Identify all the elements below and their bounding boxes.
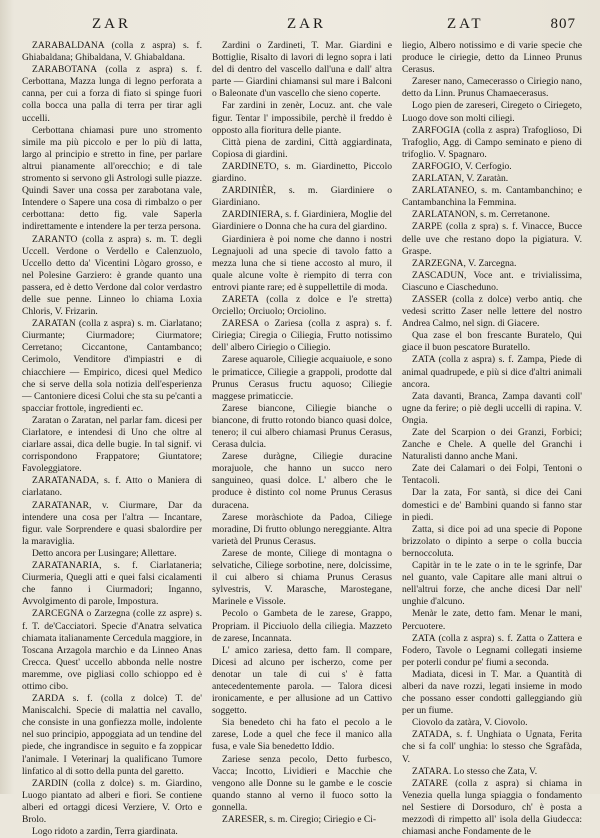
entry-paragraph: ZARLATANEO, s. m. Cantambanchino; e Cantambanchina la Femmina. xyxy=(402,185,582,209)
entry-paragraph: Giardiniera è poi nome che danno i nostri Legnajuoli ad una specie di tavolo fatto a mezza luna che si tiene accosto al muro, il quale alcune volte è riempito di terra con entrovi piante rare; ed è suppellettile di moda. xyxy=(212,233,392,293)
entry-paragraph: Cerbottana chiamasi pure uno stromento simile ma più piccolo e per lo più di latta, largo al principio e stretto in fine, per parlare altrui pianamente all'orecchio; e di tale stromento si servono gli Astrologi sulle piazze. Quindi Saver una cossa per zarabotana vale, Intendere o Sapere una cosa di rimbalzo o per cerbottana: detto fig. vale Saperla indirettamente e intendere la per terza persona. xyxy=(22,124,202,233)
entry-paragraph: ZARPE (colla z spra) s. f. Vinacce, Bucce delle uve che restano dopo la pigiatura. V. Graspe. xyxy=(402,221,582,257)
entry-paragraph: ZARZEGNA, V. Zarcegna. xyxy=(412,257,517,269)
entry-paragraph: Ciovolo da zatàra, V. Ciovolo. xyxy=(412,717,528,729)
entry-paragraph: Zate del Scarpion o dei Granzi, Forbici; Zanche e Chele. A quelle del Granchi i Naturalisti danno anche Mani. xyxy=(402,427,582,463)
entry-paragraph: ZATADA, s. f. Unghiata o Ugnata, Ferita che si fa coll' unghia: lo stesso che Sgrafàda, V. xyxy=(402,729,582,765)
entry-paragraph: Zariese senza pecolo, Detto furbesco, Vacca; Incotto, Lividieri e Macchie che vengono alle Donne su le gambe e le coscie quando stanno al verno il fuoco sotto la gonnella. xyxy=(212,753,392,813)
entry-paragraph: Zate dei Calamari o dei Folpi, Tentoni o Tentacoli. xyxy=(402,463,582,487)
entry-paragraph: ZARETA (colla z dolce e l'e stretta) Orciello; Orciuolo; Orciolino. xyxy=(212,293,392,318)
entry-paragraph: Zatta, si dice poi ad una specie di Popone brizzolato o dipinto a serpe o colla buccia bernoccoluta. xyxy=(402,523,582,559)
entry-paragraph: Dar la zata, For santà, si dice dei Cani domestici e de' Bambini quando si fanno star in piedi. xyxy=(402,487,582,523)
entry-paragraph: Zarese de monte, Ciliege di montagna o selvatiche, Ciliege sorbotine, nere, dolcissime, il cui albero si chiama Prunus Cerasus sylvestris, V. Marasche, Marostegane, Marinele e Vissole. xyxy=(212,547,392,608)
entry-paragraph: ZATARA. Lo stesso che Zata, V. xyxy=(412,765,538,777)
entry-paragraph: Menàr le zate, detto fam. Menar le mani, Percuotere. xyxy=(402,608,582,632)
entry-paragraph: ZARFOGIA (colla z aspra) Trafoglioso, Di Trafoglio, Agg. di Campo seminato e pieno di trifoglio. V. Spagnaro. xyxy=(402,124,582,160)
entry-paragraph: Logo ridoto a zardin, Terra giardinata. xyxy=(32,826,178,838)
column-right xyxy=(402,40,582,838)
entry-paragraph: ZATA (colla z aspra) s. f. Zampa, Piede di animal quadrupede, e più si dice d'altri animali ancora. xyxy=(402,354,582,390)
entry-paragraph: ZARABALDANA (colla z aspra) s. f. Ghiabaldana; Ghibaldana, V. Ghiabaldana. xyxy=(22,40,202,64)
entry-paragraph: liegio, Albero notissimo e di varie specie che produce le ciriegie, detto da Linneo Prunus Cerasus. xyxy=(402,40,582,76)
entry-paragraph: Zata davanti, Branca, Zampa davanti coll' ugne da ferire; o piè degli uccelli di rapina. V. Ongia. xyxy=(402,390,582,426)
entry-paragraph: ZARATANADA, s. f. Atto o Maniera di ciarlatano. xyxy=(22,475,202,499)
entry-paragraph: Zarese biancone, Ciliegie bianche o biancone, di frutto rotondo bianco quasi dolce, tenero; il cui albero chiamasi Prunus Cerasus, Cerasa dulcia. xyxy=(212,402,392,451)
entry-paragraph: ZASCADUN, Voce ant. e trivialissima, Ciascuno e Ciascheduno. xyxy=(402,269,582,293)
entry-paragraph: Qua zase el bon frescante Buratelo, Qui giace il buon pescatore Buratello. xyxy=(402,330,582,354)
entry-paragraph: ZARATANARIA, s. f. Ciarlataneria; Ciurmeria, Quegli atti e quei falsi cicalamenti che fanno i Ciurmadori; Inganno, Avvolgimento di parole, Impostura. xyxy=(22,560,202,608)
entry-paragraph: ZARATANAR, v. Ciurmare, Dar da intendere una cosa per l'altra — Incantare, figur. vale Sorprendere e quasi sbalordire per la maraviglia. xyxy=(22,499,202,547)
entry-paragraph: Pecolo o Gambeta de le zarese, Grappo, Propriam. il Picciuolo della ciliegia. Mazzeto de zarese, Incannata. xyxy=(212,608,392,644)
header-center-word: ZAR xyxy=(287,16,326,32)
entry-paragraph: ZATA (colla z aspra) s. f. Zatta o Zattera e Fodero, Tavole o Legnami collegati insieme per poterli condur pe' fiumi a seconda. xyxy=(402,632,582,668)
entry-paragraph: ZARLATAN, V. Zaratàn. xyxy=(412,173,509,185)
page-number: 807 xyxy=(550,16,576,32)
entry-paragraph: ZARDIN (colla z dolce) s. m. Giardino, Luogo piantato ad alberi e fiori. Se contiene alberi ed ortaggi dicesi Verziere, V. Orto e Brolo. xyxy=(22,777,202,825)
entry-paragraph: ZARESA o Zariesa (colla z aspra) s. f. Ciriegia; Ciregia o Ciliegia, Frutto notissimo dell' albero Ciriegio o Ciliegio. xyxy=(212,318,392,354)
entry-paragraph: Zarese aquarole, Ciliegie acquaiuole, e sono le primaticce, Ciliegie a grappoli, prodotte dal Prunus Cerasus fructu aquoso; Ciliegie maggese primaticcie. xyxy=(212,354,392,402)
column-middle xyxy=(212,40,392,825)
entry-paragraph: Zarese moràschiote da Padoa, Ciliege moradine, Di frutto oblungo nereggiante. Altra varietà del Prunus Cerasus. xyxy=(212,511,392,547)
entry-paragraph: ZARDINIÈR, s. m. Giardiniere o Giardiniano. xyxy=(212,185,392,209)
entry-paragraph: Logo pien de zareseri, Ciregeto o Ciriegeto, Luogo dove son molti ciliegi. xyxy=(402,100,582,124)
entry-paragraph: Sia benedeto chi ha fato el pecolo a le zarese, Lode a quel che fece il manico alla fusa, e vale Sia benedetto Iddio. xyxy=(212,717,392,753)
entry-paragraph: Città piena de zardini, Città aggiardinata, Copiosa di giardini. xyxy=(212,136,392,160)
entry-paragraph: Zareser nano, Camecerasso o Ciriegio nano, detto da Linn. Prunus Chamaecerasus. xyxy=(402,76,582,100)
entry-paragraph: Far zardini in zenèr, Locuz. ant. che vale figur. Tentar l' impossibile, perchè il freddo è opposto alla fioritura delle piante. xyxy=(212,100,392,136)
text-columns xyxy=(22,40,582,838)
entry-paragraph: ZARDA s. f. (colla z dolce) T. de' Maniscalchi. Specie di malattia nel cavallo, che consiste in una gonfiezza molle, indolente nel suo principio, appoggiata ad un tendine del piede, che ingrandisce in seguito e fa zoppicar l'animale. I Veterinarj la qualificano Tumore linfatico al di sotto della punta del garetto. xyxy=(22,693,202,777)
entry-paragraph: ZARANTO (colla z aspra) s. m. T. degli Uccell. Verdone o Verdello e Calenzuolo, Uccello detto da' Vicentini Lògaro grosso, e nel Polesine Garziero: è grande quanto una passera, ed è detto Verdone dal color verdastro delle sue penne. Linneo lo chiama Loxia Chloris, V. Frizarin. xyxy=(22,233,202,318)
entry-paragraph: Capitàr in te le zate o in te le sgrinfe, Dar nel guanto, vale Capitare alle mani altrui o nell'altrui forze, che anche dicesi Dar nell' unghie d'alcuno. xyxy=(402,560,582,608)
entry-paragraph: ZARFOGIO, V. Cerfogio. xyxy=(412,160,512,172)
entry-paragraph: Zaratan o Zaratan, nel parlar fam. dicesi per Ciarlatore, e intendesi di Uno che oltre al ciarlare assai, dica delle bugie. In tal signif. vi corrispondono Frappatore; Giuntatore; Favoleggiatore. xyxy=(22,414,202,475)
entry-paragraph: ZARDINIERA, s. f. Giardiniera, Moglie del Giardiniere o Donna che ha cura del giardino. xyxy=(212,209,392,233)
entry-paragraph: Detto ancora per Lusingare; Allettare. xyxy=(32,547,177,559)
entry-paragraph: Zarese duràgne, Ciliegie duracine morajuole, che hanno un succo nero sanguineo, quasi dolce. L' albero che le produce è distinto col nome Prunus Cerasus duracena. xyxy=(212,451,392,511)
entry-paragraph: ZARATAN (colla z aspra) s. m. Ciarlatano; Ciurmante; Ciurmadore; Ciurmatore; Cerretano; Ciccantone, Cantambanco; Cerimolo, Venditore d'impiastri e di chiacchiere — Empirico, dicesi quel Medico che si serve della sola notizia dell'esperienza — Cantoniere dicesi Colui che sta su pe'canti a spacciar frottole, ingredienti ec. xyxy=(22,318,202,414)
entry-paragraph: ZARABOTANA (colla z aspra) s. f. Cerbottana, Mazza lunga di legno perforata a canna, per cui a forza di fiato si spinge fuori colla bocca una palla di terra per tirar agli uccelli. xyxy=(22,64,202,124)
entry-paragraph: ZARLATANON, s. m. Cerretanone. xyxy=(412,209,550,221)
entry-paragraph: ZARDINETO, s. m. Giardinetto, Piccolo giardino. xyxy=(212,160,392,185)
entry-paragraph: Madiata, dicesi in T. Mar. a Quantità di alberi da nave rozzi, legati insieme in modo che possano esser condotti galleggiando giù per un fiume. xyxy=(402,668,582,717)
column-left xyxy=(22,40,202,838)
entry-paragraph: ZATARE (colla z aspra) si chiama in Venezia quella lunga spiaggia o fondamento nel Sestiere di Dorsoduro, ch' è posta a mezzodì di rimpetto all' isola della Giudecca: chiamasi anche Fondamente de le xyxy=(402,777,582,838)
header-left-word: ZAR xyxy=(92,16,131,32)
entry-paragraph: ZASSER (colla z dolce) verbo antiq. che vedesi scritto Zaser nelle lettere del nostro Andrea Calmo, nel sign. di Giacere. xyxy=(402,293,582,330)
entry-paragraph: L' amico zariesa, detto fam. Il compare, Dicesi ad alcuno per ischerzo, come per denotar un tale di cui s' è fatta antecedentemente parola. — Talora dicesi ironicamente, e per allusione ad un Cattivo soggetto. xyxy=(212,644,392,717)
entry-paragraph: ZARCEGNA o Zarzegna (colle zz aspre) s. f. T. de'Cacciatori. Specie d'Anatra selvatica chiamata italianamente Cercedula maggiore, in Toscana Arzagola marchio e da Linneo Anas Crecca. Quest' uccello abbonda nelle nostre maremme, ove pigliasi collo schioppo ed è ottimo cibo. xyxy=(22,608,202,692)
running-header xyxy=(22,16,582,36)
entry-paragraph: ZARESER, s. m. Ciregio; Ciriegio e Ci- xyxy=(222,814,377,825)
header-right-word: ZAT xyxy=(447,16,484,32)
entry-paragraph: Zardini o Zardineti, T. Mar. Giardini e Bottiglie, Risalto di lavori di legno sopra i lati del di dentro del vascello dall'una e dall' altra parte — Giardini chiamansi sul mare i Balconi o Baleonate d'un vascello che sieno coperte. xyxy=(212,40,392,100)
